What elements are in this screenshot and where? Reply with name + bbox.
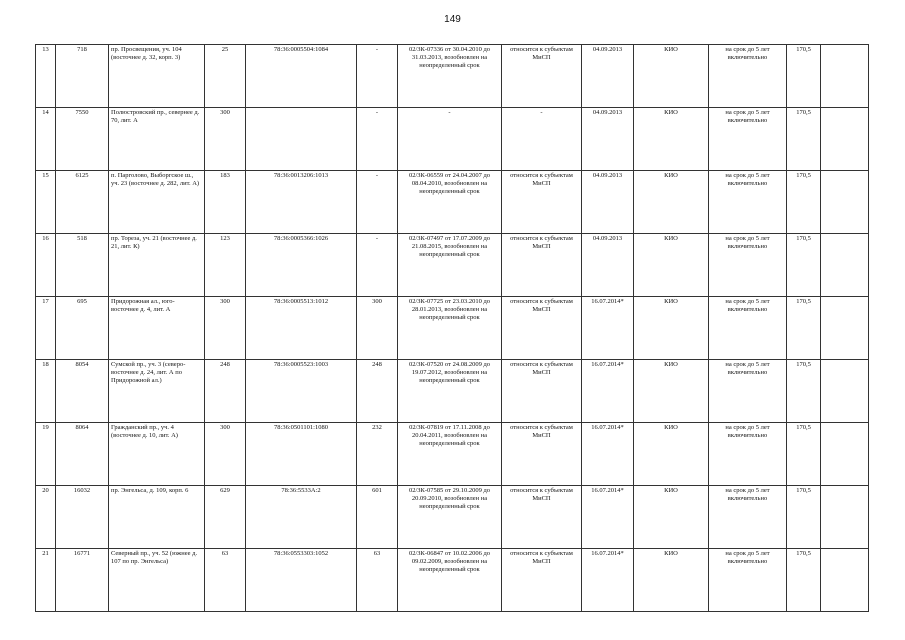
cell-area-2: 63 <box>357 549 398 612</box>
cell-smb-status: относится к субъектам МиСП <box>502 360 582 423</box>
cell-area: 183 <box>205 171 246 234</box>
cell-smb-status: относится к субъектам МиСП <box>502 549 582 612</box>
cell-row-number: 13 <box>36 45 56 108</box>
cell-lease-contract: 02/ЗК-07336 от 30.04.2010 до 31.03.2013, возобновлен на неопределенный срок <box>398 45 502 108</box>
table-row <box>36 549 869 612</box>
cell-smb-status: относится к субъектам МиСП <box>502 45 582 108</box>
cell-area: 248 <box>205 360 246 423</box>
cell-area-2: 601 <box>357 486 398 549</box>
cell-row-number: 14 <box>36 108 56 171</box>
cell-area-2: 232 <box>357 423 398 486</box>
cell-note <box>821 45 869 108</box>
cell-lease-contract: 02/ЗК-07585 от 29.10.2009 до 20.09.2010, возобновлен на неопределенный срок <box>398 486 502 549</box>
cell-smb-status: - <box>502 108 582 171</box>
cell-object-code: 8054 <box>56 360 109 423</box>
cell-rate: 170,5 <box>787 360 821 423</box>
cell-area: 25 <box>205 45 246 108</box>
cell-note <box>821 360 869 423</box>
cell-cadastral-number <box>246 108 357 171</box>
cell-area-2: 300 <box>357 297 398 360</box>
cell-area: 629 <box>205 486 246 549</box>
cell-cadastral-number: 78:36:0005513:1012 <box>246 297 357 360</box>
cell-rate: 170,5 <box>787 234 821 297</box>
cell-address: Северный пр., уч. 52 (южнее д. 107 по пр. Энгельса) <box>109 549 205 612</box>
cell-note <box>821 108 869 171</box>
cell-rate: 170,5 <box>787 171 821 234</box>
cell-note <box>821 297 869 360</box>
cell-rate: 170,5 <box>787 108 821 171</box>
table-row <box>36 234 869 297</box>
cell-row-number: 20 <box>36 486 56 549</box>
cell-date: 04.09.2013 <box>582 45 634 108</box>
table-row <box>36 297 869 360</box>
cell-smb-status: относится к субъектам МиСП <box>502 234 582 297</box>
table-row <box>36 108 869 171</box>
cell-area: 300 <box>205 423 246 486</box>
cell-object-code: 7550 <box>56 108 109 171</box>
cell-note <box>821 171 869 234</box>
cell-date: 16.07.2014* <box>582 549 634 612</box>
table-row <box>36 486 869 549</box>
cell-term: на срок до 5 лет включительно <box>709 171 787 234</box>
cell-date: 16.07.2014* <box>582 297 634 360</box>
page-number: 149 <box>444 14 461 25</box>
cell-area: 63 <box>205 549 246 612</box>
cell-authority: КИО <box>634 45 709 108</box>
cell-row-number: 19 <box>36 423 56 486</box>
cell-cadastral-number: 78:36:0013206:1013 <box>246 171 357 234</box>
cell-rate: 170,5 <box>787 45 821 108</box>
cell-object-code: 695 <box>56 297 109 360</box>
cell-date: 04.09.2013 <box>582 171 634 234</box>
cell-cadastral-number: 78:36:0553303:1052 <box>246 549 357 612</box>
cell-smb-status: относится к субъектам МиСП <box>502 297 582 360</box>
cell-address: пр. Тореза, уч. 21 (восточнее д. 21, лит. К) <box>109 234 205 297</box>
cell-row-number: 15 <box>36 171 56 234</box>
cell-note <box>821 234 869 297</box>
cell-row-number: 16 <box>36 234 56 297</box>
cell-object-code: 16032 <box>56 486 109 549</box>
cell-authority: КИО <box>634 549 709 612</box>
cell-term: на срок до 5 лет включительно <box>709 549 787 612</box>
table-row <box>36 171 869 234</box>
cell-rate: 170,5 <box>787 297 821 360</box>
cell-area: 300 <box>205 297 246 360</box>
cell-smb-status: относится к субъектам МиСП <box>502 486 582 549</box>
cell-area: 300 <box>205 108 246 171</box>
cell-term: на срок до 5 лет включительно <box>709 108 787 171</box>
cell-term: на срок до 5 лет включительно <box>709 486 787 549</box>
cell-cadastral-number: 78:36:5533А:2 <box>246 486 357 549</box>
cell-authority: КИО <box>634 108 709 171</box>
cell-address: Гражданский пр., уч. 4 (восточнее д. 10, лит. А) <box>109 423 205 486</box>
cell-lease-contract: 02/ЗК-07520 от 24.08.2009 до 19.07.2012, возобновлен на неопределенный срок <box>398 360 502 423</box>
table-row <box>36 360 869 423</box>
cell-smb-status: относится к субъектам МиСП <box>502 423 582 486</box>
cell-row-number: 21 <box>36 549 56 612</box>
cell-cadastral-number: 78:36:0005504:1084 <box>246 45 357 108</box>
cell-term: на срок до 5 лет включительно <box>709 234 787 297</box>
cell-object-code: 16771 <box>56 549 109 612</box>
cell-authority: КИО <box>634 297 709 360</box>
cell-authority: КИО <box>634 171 709 234</box>
cell-term: на срок до 5 лет включительно <box>709 423 787 486</box>
cell-row-number: 17 <box>36 297 56 360</box>
cell-area-2: - <box>357 45 398 108</box>
cell-term: на срок до 5 лет включительно <box>709 45 787 108</box>
cell-lease-contract: - <box>398 108 502 171</box>
cell-address: Придорожная ал., юго-восточнее д. 4, лит. А <box>109 297 205 360</box>
cell-rate: 170,5 <box>787 486 821 549</box>
cell-note <box>821 486 869 549</box>
cell-authority: КИО <box>634 486 709 549</box>
cell-area-2: - <box>357 234 398 297</box>
cell-area-2: 248 <box>357 360 398 423</box>
cell-object-code: 8064 <box>56 423 109 486</box>
cell-address: п. Парголово, Выборгское ш., уч. 23 (восточнее д. 282, лит. А) <box>109 171 205 234</box>
cell-address: Полюстровский пр., севернее д. 70, лит. А <box>109 108 205 171</box>
cell-area-2: - <box>357 171 398 234</box>
cell-date: 04.09.2013 <box>582 234 634 297</box>
table-row <box>36 45 869 108</box>
cell-authority: КИО <box>634 423 709 486</box>
cell-lease-contract: 02/ЗК-07725 от 23.03.2010 до 28.01.2013, возобновлен на неопределенный срок <box>398 297 502 360</box>
cell-object-code: 6125 <box>56 171 109 234</box>
cell-row-number: 18 <box>36 360 56 423</box>
cell-date: 16.07.2014* <box>582 486 634 549</box>
cell-lease-contract: 02/ЗК-06559 от 24.04.2007 до 08.04.2010, возобновлен на неопределенный срок <box>398 171 502 234</box>
cell-object-code: 518 <box>56 234 109 297</box>
cell-rate: 170,5 <box>787 549 821 612</box>
cell-area: 123 <box>205 234 246 297</box>
cell-lease-contract: 02/ЗК-06847 от 10.02.2006 до 09.02.2009, возобновлен на неопределенный срок <box>398 549 502 612</box>
register-table <box>35 44 869 612</box>
cell-note <box>821 549 869 612</box>
cell-note <box>821 423 869 486</box>
cell-rate: 170,5 <box>787 423 821 486</box>
cell-address: пр. Энгельса, д. 109, корп. 6 <box>109 486 205 549</box>
cell-area-2: - <box>357 108 398 171</box>
cell-term: на срок до 5 лет включительно <box>709 360 787 423</box>
cell-date: 16.07.2014* <box>582 423 634 486</box>
cell-date: 04.09.2013 <box>582 108 634 171</box>
cell-object-code: 718 <box>56 45 109 108</box>
cell-address: пр. Просвещения, уч. 104 (восточнее д. 32, корп. 3) <box>109 45 205 108</box>
cell-cadastral-number: 78:36:0005366:1026 <box>246 234 357 297</box>
cell-authority: КИО <box>634 360 709 423</box>
table-row <box>36 423 869 486</box>
cell-address: Сумской пр., уч. 3 (северо-восточнее д. 24, лит. А по Придорожной ал.) <box>109 360 205 423</box>
cell-cadastral-number: 78:36:0501101:1080 <box>246 423 357 486</box>
cell-date: 16.07.2014* <box>582 360 634 423</box>
cell-lease-contract: 02/ЗК-07497 от 17.07.2009 до 21.08.2015, возобновлен на неопределенный срок <box>398 234 502 297</box>
cell-smb-status: относится к субъектам МиСП <box>502 171 582 234</box>
cell-lease-contract: 02/ЗК-07819 от 17.11.2008 до 20.04.2011, возобновлен на неопределенный срок <box>398 423 502 486</box>
cell-authority: КИО <box>634 234 709 297</box>
cell-term: на срок до 5 лет включительно <box>709 297 787 360</box>
cell-cadastral-number: 78:36:0005523:1003 <box>246 360 357 423</box>
